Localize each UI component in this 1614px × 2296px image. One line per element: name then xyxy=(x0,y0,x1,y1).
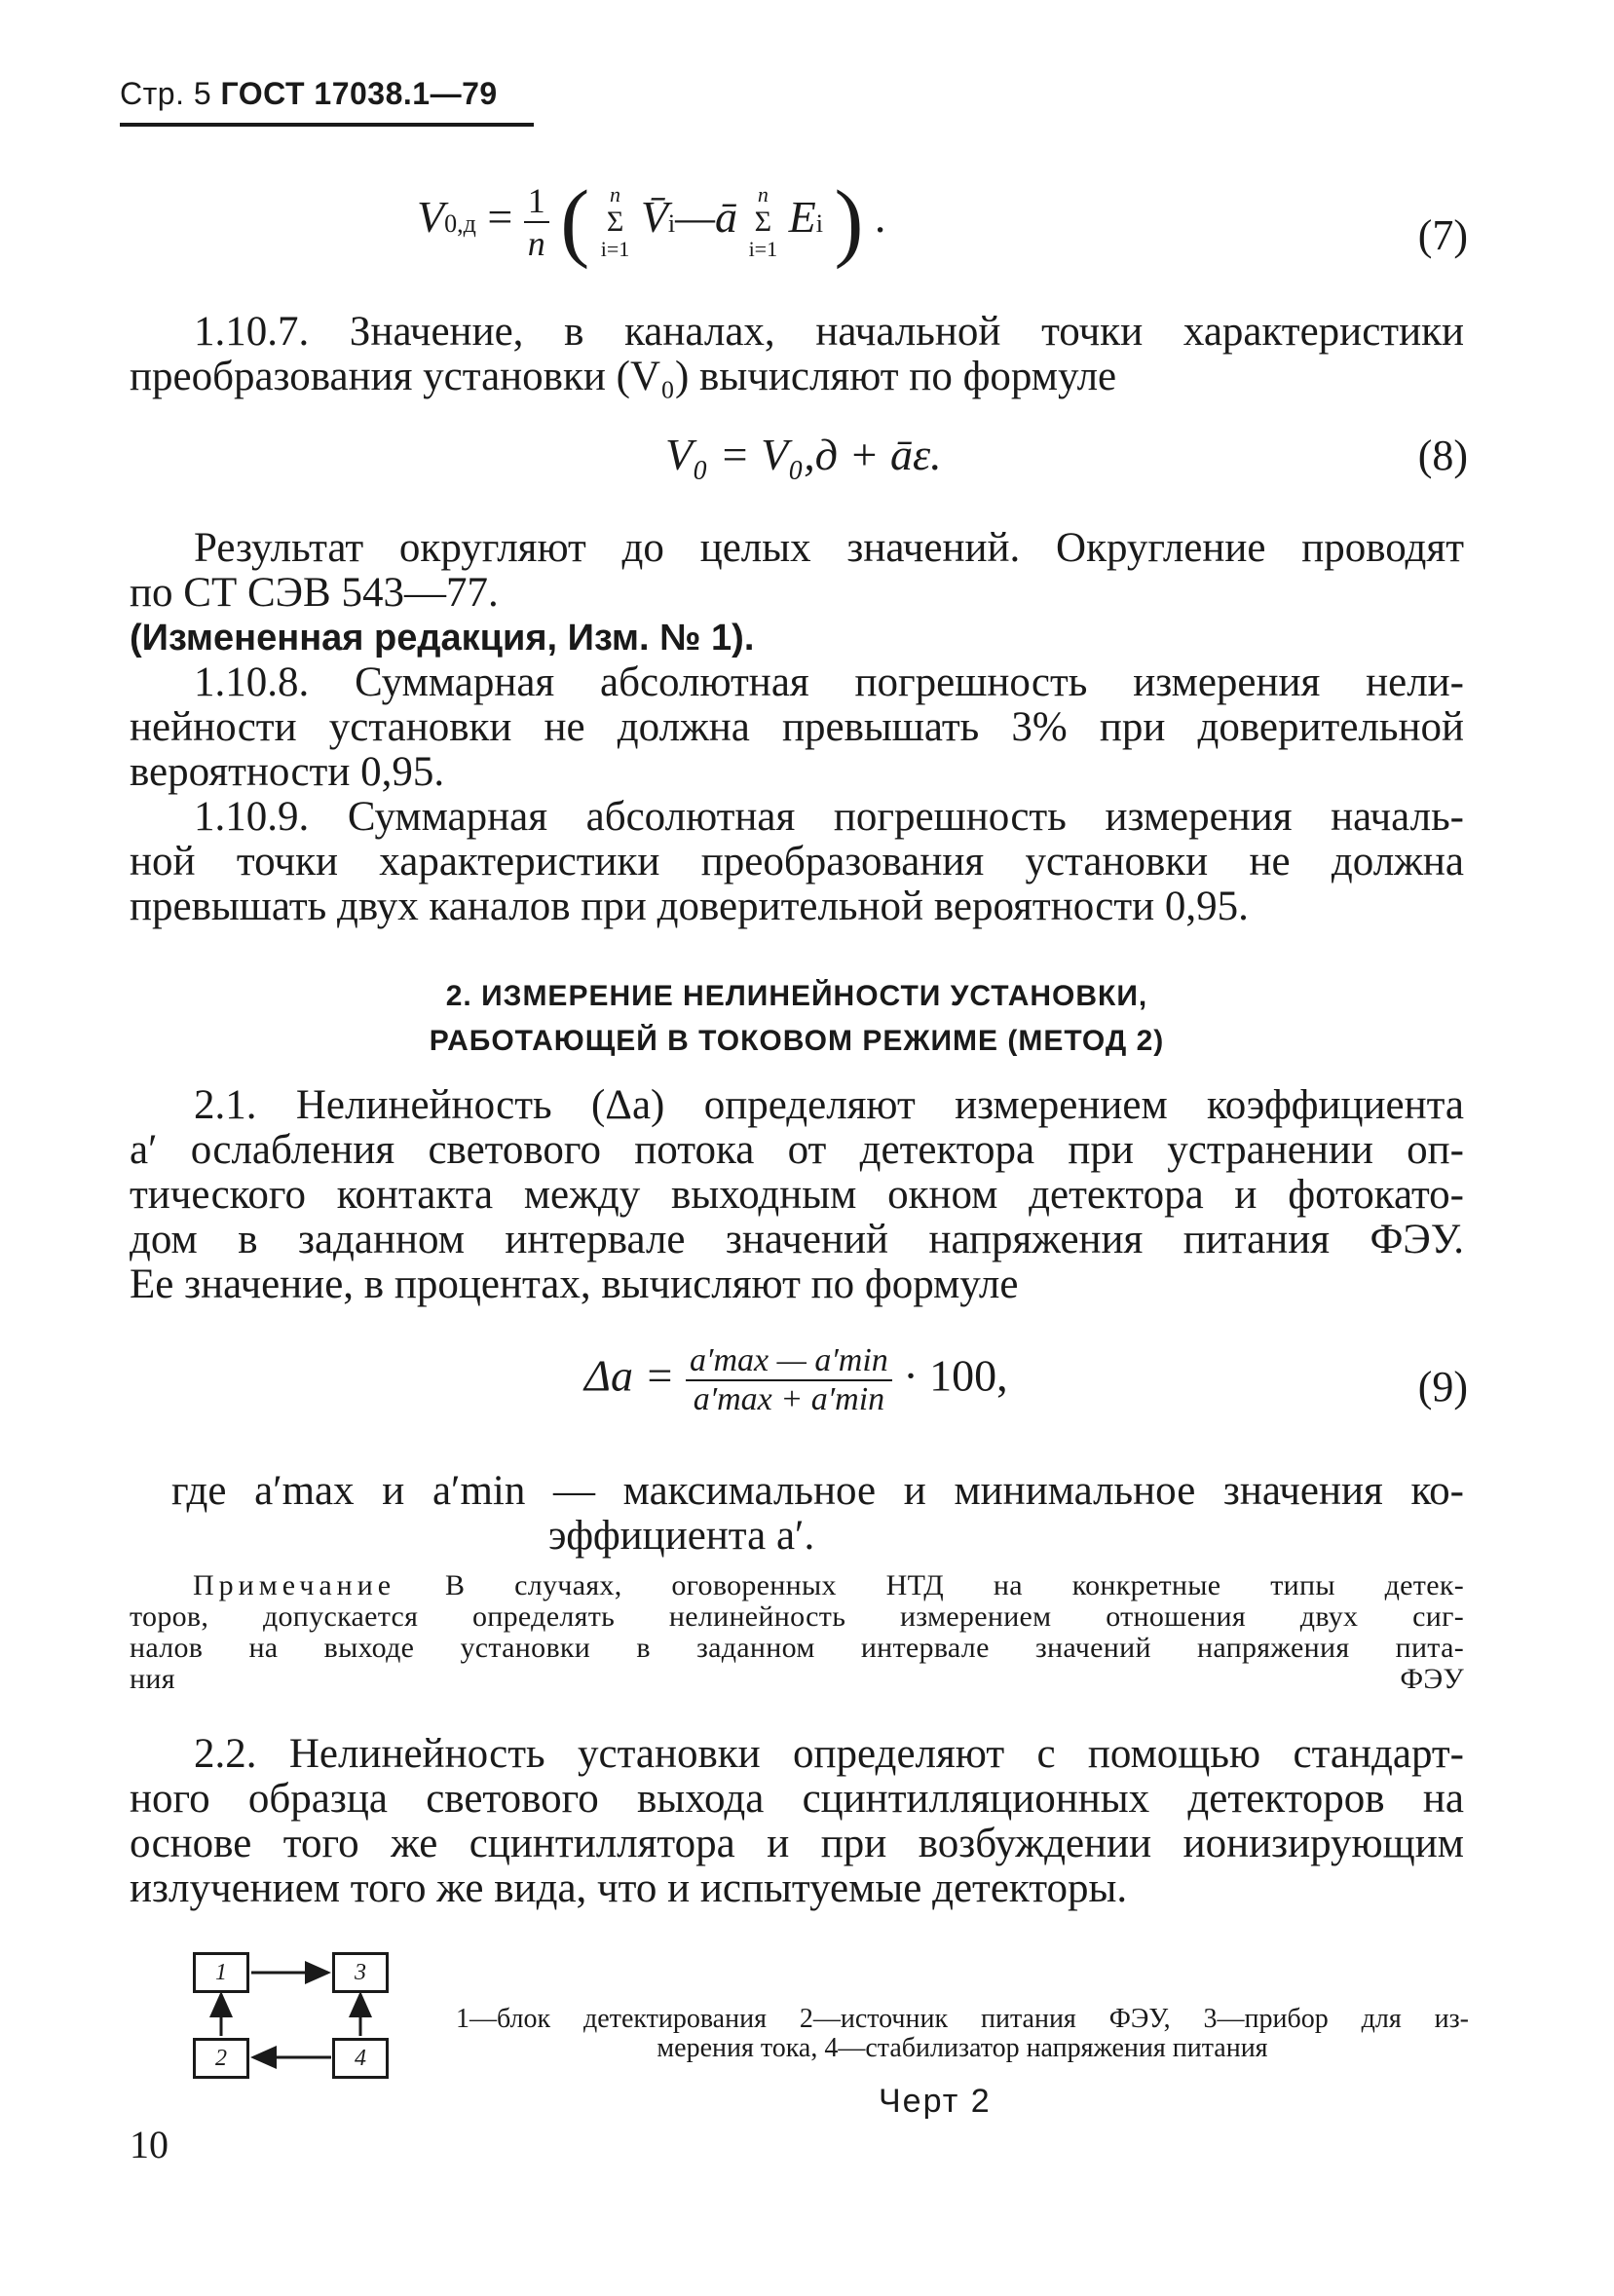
para-2-2-line1: 2.2. Нелинейность установки определяют с помощью стандарт- xyxy=(194,1731,1464,1777)
para-2-1-line1: 2.1. Нелинейность (Δa) определяют измерением коэффициента xyxy=(194,1082,1464,1128)
standard-code: ГОСТ 17038.1—79 xyxy=(220,76,498,111)
eq7-minus-a: —ā xyxy=(675,192,738,243)
para-2-2-line4: излучением того же вида, что и испытуемые детекторы. xyxy=(130,1865,1128,1911)
para-1-10-7-line2: преобразования установки (V₀) вычисляют по формуле xyxy=(130,354,1117,399)
eq7-sum2-top: n xyxy=(757,181,769,207)
eq7-sum1-top: n xyxy=(610,181,621,207)
equation-9 xyxy=(584,1342,1008,1418)
figure-label: Черт 2 xyxy=(879,2083,992,2120)
para-where-line1: где a′max и a′min — максимальное и минимальное значения ко- xyxy=(171,1468,1464,1514)
block-3: 3 xyxy=(332,1952,389,1993)
eq7-sum2 xyxy=(749,181,778,263)
para-2-2-line3: основе того же сцинтиллятора и при возбуждении ионизирующим xyxy=(130,1821,1464,1866)
eq7-term1: V̄ xyxy=(640,192,668,243)
eq7-sum1-sigma: Σ xyxy=(606,205,624,238)
para-1-10-9-line1: 1.10.9. Суммарная абсолютная погрешность измерения началь- xyxy=(194,794,1464,840)
note-line1 xyxy=(193,1570,1464,1601)
page-label: Стр. 5 xyxy=(120,76,212,111)
eq7-sum1-bottom: i=1 xyxy=(600,236,630,261)
eq9-tail: · 100, xyxy=(903,1350,1008,1401)
para-1-10-8-line3: вероятности 0,95. xyxy=(130,749,445,795)
equation-7: V0,д = $\frac{1}{n}$ ( n Σ i=1 V̄i—ā n Σ i=1 Ei ) . xyxy=(417,173,886,270)
block-diagram-arrows xyxy=(175,1938,409,2094)
para-result-line2: по СТ СЭВ 543—77. xyxy=(130,570,499,616)
equation-7-number: (7) xyxy=(1417,211,1468,259)
eq7-sum2-sigma: Σ xyxy=(754,205,772,238)
note-line4: ния ФЭУ xyxy=(130,1663,1464,1695)
eq7-sum1 xyxy=(601,181,630,263)
page-header xyxy=(120,76,498,112)
section-2-heading-line1: 2. ИЗМЕРЕНИЕ НЕЛИНЕЙНОСТИ УСТАНОВКИ, xyxy=(445,980,1148,1012)
eq7-term1-sub: i xyxy=(667,209,676,239)
eq7-lhs-sub: 0,д xyxy=(444,209,476,239)
equation-8: V₀ = V₀,д + āε. xyxy=(665,430,942,479)
block-1: 1 xyxy=(193,1952,249,1993)
para-where-line2: эффициента a′. xyxy=(548,1513,815,1559)
para-result-line1: Результат округляют до целых значений. Округление проводят xyxy=(194,525,1464,571)
page-number: 10 xyxy=(130,2123,169,2166)
header-rule xyxy=(120,123,534,127)
note-line3: налов на выходе установки в заданном интервале значений напряжения пита- xyxy=(130,1632,1464,1664)
equation-9-number: (9) xyxy=(1417,1363,1468,1411)
eq9-numerator: a′max — a′min xyxy=(686,1342,892,1381)
para-changed-edition: (Измененная редакция, Изм. № 1). xyxy=(130,618,755,659)
para-2-1-line2: a′ ослабления светового потока от детектора при устранении оп- xyxy=(130,1127,1464,1173)
eq7-term2-sub: i xyxy=(815,209,823,239)
eq9-lhs: Δa = xyxy=(584,1350,675,1401)
note-line2: торов, допускается определять нелинейность измерением отношения двух сиг- xyxy=(130,1600,1464,1633)
section-2-heading-line2: РАБОТАЮЩЕЙ В ТОКОВОМ РЕЖИМЕ (МЕТОД 2) xyxy=(429,1025,1165,1057)
eq7-sum2-bottom: i=1 xyxy=(748,236,778,261)
para-1-10-8-line1: 1.10.8. Суммарная абсолютная погрешность измерения нели- xyxy=(194,659,1464,705)
equation-8-number: (8) xyxy=(1417,432,1468,479)
eq7-numerator: 1 xyxy=(524,180,549,223)
eq7-fraction xyxy=(524,180,549,264)
figure-caption-line1: 1—блок детектирования 2—источник питания ФЭУ, 3—прибор для из- xyxy=(456,2004,1469,2034)
para-2-1-line3: тического контакта между выходным окном детектора и фотокато- xyxy=(130,1172,1464,1218)
para-1-10-7-line1: 1.10.7. Значение, в каналах, начальной точки характеристики xyxy=(194,309,1464,355)
block-2: 2 xyxy=(193,2038,249,2079)
para-1-10-9-line2: ной точки характеристики преобразования установки не должна xyxy=(130,839,1464,885)
figure-caption-line2: мерения тока, 4—стабилизатор напряжения питания xyxy=(657,2033,1268,2063)
note-label: Примечание xyxy=(193,1569,396,1601)
para-2-1-line4: дом в заданном интервале значений напряжения питания ФЭУ. xyxy=(130,1217,1464,1262)
para-1-10-9-line3: превышать двух каналов при доверительной вероятности 0,95. xyxy=(130,884,1249,929)
para-1-10-8-line2: нейности установки не должна превышать 3% при доверительной xyxy=(130,704,1464,750)
eq7-lhs: V xyxy=(417,192,445,243)
note-text-1: В случаях, оговоренных НТД на конкретные типы детек- xyxy=(444,1569,1464,1601)
block-4: 4 xyxy=(332,2038,389,2079)
eq7-denominator: n xyxy=(527,223,545,263)
eq7-term2: E xyxy=(788,192,816,243)
eq9-denominator: a′max + a′min xyxy=(693,1381,885,1417)
para-2-1-line5: Ее значение, в процентах, вычисляют по формуле xyxy=(130,1261,1019,1307)
para-2-2-line2: ного образца светового выхода сцинтилляционных детекторов на xyxy=(130,1776,1464,1822)
eq9-fraction xyxy=(686,1342,892,1418)
